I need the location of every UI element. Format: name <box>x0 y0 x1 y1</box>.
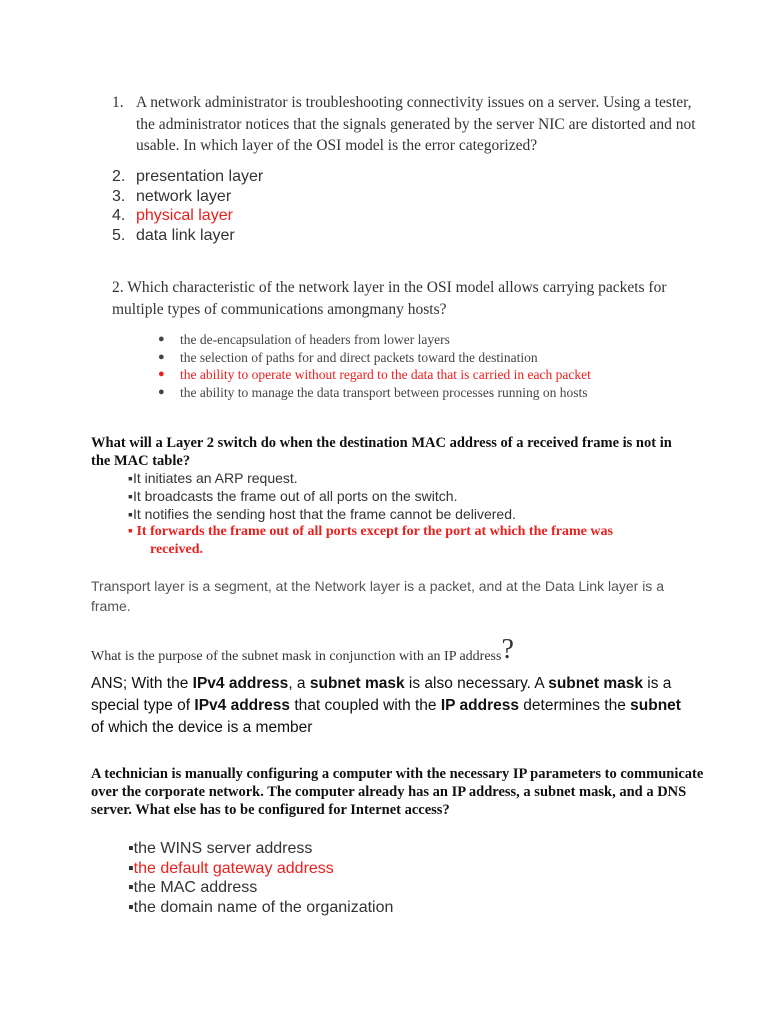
question-3-option: ▪It notifies the sending host that the frame cannot be delivered. <box>128 506 516 522</box>
question-1-number: 1. <box>112 94 124 111</box>
question-4-text: What is the purpose of the subnet mask in conjunction with an IP address <box>91 649 502 664</box>
question-4 <box>91 636 514 671</box>
answer-paragraph: ANS; With the IPv4 address, a subnet mask is also necessary. A subnet mask is a special type of IPv4 address that coupled with the IP address determines the subnet of which the device is a member <box>91 675 681 736</box>
question-1-options <box>112 167 263 245</box>
question-5-text: A technician is manually configuring a computer with the necessary IP parameters to communicate over the corporate network. The computer already has an IP address, a subnet mask, and a DNS server. What else has to be configured for Internet access? <box>91 766 704 818</box>
question-3-option: ▪It broadcasts the frame out of all ports on the switch. <box>128 488 458 504</box>
question-2-option: ● the de-encapsulation of headers from lower layers <box>158 332 450 347</box>
question-5-option: ▪the MAC address <box>128 879 258 896</box>
question-2-options <box>158 331 591 402</box>
question-5-option-correct: ▪the default gateway address <box>128 859 334 877</box>
question-5-options <box>128 839 393 917</box>
question-mark: ? <box>501 634 514 665</box>
question-2-option: ● the selection of paths for and direct packets toward the destination <box>158 349 538 365</box>
transport-note: Transport layer is a segment, at the Network layer is a packet, and at the Data Link layer is a frame. <box>91 578 664 614</box>
question-2-option-correct: ● the ability to operate without regard to the data that is carried in each packet <box>158 367 591 383</box>
question-3-option: ▪It initiates an ARP request. <box>128 470 298 486</box>
question-1-option: 2. presentation layer <box>112 168 264 185</box>
question-1-option: 5. data link layer <box>112 226 235 244</box>
question-1-option: 3. network layer <box>112 187 232 205</box>
question-3-options <box>128 469 658 559</box>
question-5-option: ▪the WINS server address <box>128 840 313 857</box>
question-1-text: A network administrator is troubleshooting connectivity issues on a server. Using a tester, the administrator notices that the signals generated by the server NIC are distorted and not usable. In which layer of the OSI model is the error categorized? <box>136 94 696 154</box>
question-3-text: What will a Layer 2 switch do when the destination MAC address of a received frame is not in the MAC table? <box>91 435 672 469</box>
question-1 <box>112 92 712 157</box>
correct-answer: physical layer <box>136 207 233 224</box>
question-1-option: 4. physical layer <box>112 207 233 224</box>
question-5-option: ▪the domain name of the organization <box>128 898 394 916</box>
question-3-option-correct: ▪ It forwards the frame out of all ports except for the port at which the frame was received. <box>128 524 613 557</box>
question-2-text: 2. Which characteristic of the network layer in the OSI model allows carrying packets for multiple types of communications amongmany hosts? <box>112 279 667 318</box>
question-2-option: ● the ability to manage the data transport between processes running on hosts <box>158 385 588 401</box>
